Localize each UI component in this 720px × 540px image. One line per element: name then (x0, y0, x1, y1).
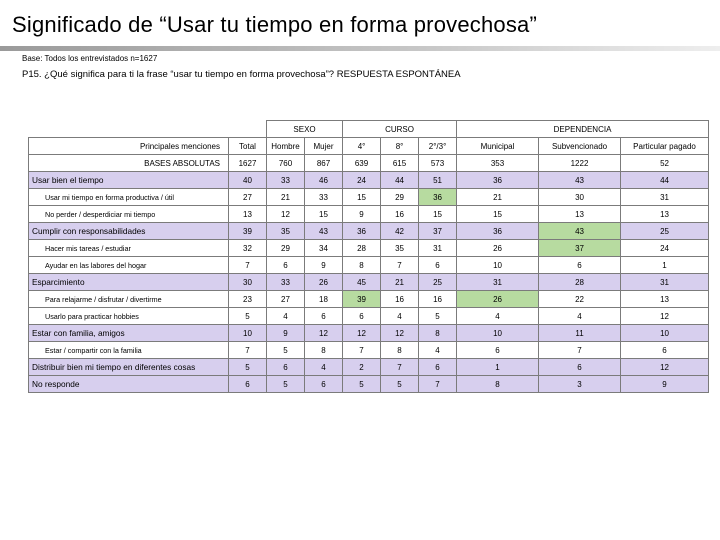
value-cell: 26 (457, 240, 539, 257)
value-cell: 37 (539, 240, 621, 257)
category-label: No responde (29, 376, 229, 393)
subcategory-label: Para relajarme / disfrutar / divertirme (29, 291, 229, 308)
title-divider (0, 46, 720, 51)
subcategory-row (29, 308, 709, 325)
category-row (29, 359, 709, 376)
column-header: Mujer (305, 138, 343, 155)
value-cell: 8 (305, 342, 343, 359)
group-header-sexo: SEXO (267, 121, 343, 138)
value-cell: 46 (305, 172, 343, 189)
base-value: 639 (343, 155, 381, 172)
value-cell: 12 (267, 206, 305, 223)
value-cell: 6 (419, 359, 457, 376)
category-label: Cumplir con responsabilidades (29, 223, 229, 240)
value-cell: 29 (267, 240, 305, 257)
value-cell: 6 (457, 342, 539, 359)
value-cell: 4 (539, 308, 621, 325)
value-cell: 6 (419, 257, 457, 274)
value-cell: 12 (305, 325, 343, 342)
value-cell: 45 (343, 274, 381, 291)
category-row (29, 376, 709, 393)
value-cell: 4 (457, 308, 539, 325)
value-cell: 7 (229, 257, 267, 274)
value-cell: 43 (305, 223, 343, 240)
value-cell: 5 (343, 376, 381, 393)
base-value: 615 (381, 155, 419, 172)
value-cell: 9 (621, 376, 709, 393)
value-cell: 39 (229, 223, 267, 240)
column-header: Total (229, 138, 267, 155)
value-cell: 34 (305, 240, 343, 257)
value-cell: 37 (419, 223, 457, 240)
value-cell: 24 (343, 172, 381, 189)
value-cell: 13 (621, 291, 709, 308)
value-cell: 32 (229, 240, 267, 257)
value-cell: 5 (267, 376, 305, 393)
category-label: Usar bien el tiempo (29, 172, 229, 189)
value-cell: 3 (539, 376, 621, 393)
value-cell: 6 (539, 257, 621, 274)
subcategory-row (29, 257, 709, 274)
base-value: 1627 (229, 155, 267, 172)
category-row (29, 274, 709, 291)
category-label: Esparcimiento (29, 274, 229, 291)
base-value: 760 (267, 155, 305, 172)
column-header: Particular pagado (621, 138, 709, 155)
category-label: Distribuir bien mi tiempo en diferentes cosas (29, 359, 229, 376)
value-cell: 51 (419, 172, 457, 189)
value-cell: 43 (539, 223, 621, 240)
value-cell: 12 (621, 359, 709, 376)
question-text: P15. ¿Qué significa para ti la frase “usar tu tiempo en forma provechosa”? RESPUESTA ESPONTÁNEA (22, 69, 461, 80)
value-cell: 36 (419, 189, 457, 206)
value-cell: 5 (419, 308, 457, 325)
value-cell: 28 (343, 240, 381, 257)
value-cell: 9 (343, 206, 381, 223)
subcategory-label: No perder / desperdiciar mi tiempo (29, 206, 229, 223)
subcategory-label: Usar mi tiempo en forma productiva / útil (29, 189, 229, 206)
value-cell: 35 (381, 240, 419, 257)
value-cell: 4 (419, 342, 457, 359)
value-cell: 26 (457, 291, 539, 308)
category-label: Estar con familia, amigos (29, 325, 229, 342)
value-cell: 33 (267, 172, 305, 189)
group-header-dependencia: DEPENDENCIA (457, 121, 709, 138)
value-cell: 29 (381, 189, 419, 206)
value-cell: 7 (381, 359, 419, 376)
header-spacer (29, 121, 229, 138)
value-cell: 40 (229, 172, 267, 189)
value-cell: 4 (267, 308, 305, 325)
table-body (29, 172, 709, 393)
subcategory-label: Hacer mis tareas / estudiar (29, 240, 229, 257)
value-cell: 27 (267, 291, 305, 308)
category-row (29, 172, 709, 189)
value-cell: 13 (229, 206, 267, 223)
value-cell: 7 (229, 342, 267, 359)
value-cell: 22 (539, 291, 621, 308)
category-row (29, 325, 709, 342)
value-cell: 31 (419, 240, 457, 257)
value-cell: 15 (457, 206, 539, 223)
subcategory-label: Ayudar en las labores del hogar (29, 257, 229, 274)
value-cell: 33 (267, 274, 305, 291)
value-cell: 6 (343, 308, 381, 325)
column-header: Subvencionado (539, 138, 621, 155)
value-cell: 23 (229, 291, 267, 308)
results-table (28, 120, 709, 393)
value-cell: 30 (539, 189, 621, 206)
value-cell: 9 (267, 325, 305, 342)
value-cell: 44 (381, 172, 419, 189)
value-cell: 10 (457, 325, 539, 342)
value-cell: 26 (305, 274, 343, 291)
column-header: Hombre (267, 138, 305, 155)
value-cell: 16 (381, 291, 419, 308)
value-cell: 21 (457, 189, 539, 206)
value-cell: 42 (381, 223, 419, 240)
value-cell: 44 (621, 172, 709, 189)
value-cell: 31 (621, 274, 709, 291)
value-cell: 25 (621, 223, 709, 240)
value-cell: 6 (305, 376, 343, 393)
value-cell: 5 (267, 342, 305, 359)
subcategory-label: Usarlo para practicar hobbies (29, 308, 229, 325)
value-cell: 6 (621, 342, 709, 359)
subcategory-label: Estar / compartir con la familia (29, 342, 229, 359)
value-cell: 30 (229, 274, 267, 291)
value-cell: 7 (539, 342, 621, 359)
subcategory-row (29, 189, 709, 206)
value-cell: 16 (381, 206, 419, 223)
value-cell: 24 (621, 240, 709, 257)
value-cell: 6 (267, 359, 305, 376)
value-cell: 2 (343, 359, 381, 376)
value-cell: 15 (305, 206, 343, 223)
value-cell: 8 (381, 342, 419, 359)
value-cell: 16 (419, 291, 457, 308)
value-cell: 6 (539, 359, 621, 376)
base-value: 1222 (539, 155, 621, 172)
value-cell: 12 (343, 325, 381, 342)
value-cell: 36 (457, 172, 539, 189)
subcategory-row (29, 206, 709, 223)
value-cell: 10 (621, 325, 709, 342)
value-cell: 8 (343, 257, 381, 274)
subcategory-row (29, 291, 709, 308)
value-cell: 25 (419, 274, 457, 291)
value-cell: 7 (381, 257, 419, 274)
value-cell: 4 (305, 359, 343, 376)
base-note: Base: Todos los entrevistados n=1627 (22, 54, 158, 63)
base-value: 353 (457, 155, 539, 172)
value-cell: 7 (419, 376, 457, 393)
column-header: 2°/3° (419, 138, 457, 155)
value-cell: 12 (381, 325, 419, 342)
subcategory-row (29, 240, 709, 257)
value-cell: 6 (267, 257, 305, 274)
value-cell: 15 (419, 206, 457, 223)
value-cell: 7 (343, 342, 381, 359)
value-cell: 18 (305, 291, 343, 308)
header-spacer (229, 121, 267, 138)
value-cell: 15 (343, 189, 381, 206)
column-header: 4° (343, 138, 381, 155)
value-cell: 35 (267, 223, 305, 240)
value-cell: 6 (229, 376, 267, 393)
column-header-mentions: Principales menciones (29, 138, 229, 155)
base-value: 867 (305, 155, 343, 172)
value-cell: 36 (457, 223, 539, 240)
value-cell: 31 (457, 274, 539, 291)
value-cell: 5 (381, 376, 419, 393)
base-value: 573 (419, 155, 457, 172)
value-cell: 21 (381, 274, 419, 291)
value-cell: 4 (381, 308, 419, 325)
value-cell: 10 (457, 257, 539, 274)
value-cell: 28 (539, 274, 621, 291)
value-cell: 43 (539, 172, 621, 189)
value-cell: 9 (305, 257, 343, 274)
base-value: 52 (621, 155, 709, 172)
value-cell: 27 (229, 189, 267, 206)
value-cell: 8 (419, 325, 457, 342)
group-header-curso: CURSO (343, 121, 457, 138)
value-cell: 13 (621, 206, 709, 223)
value-cell: 39 (343, 291, 381, 308)
value-cell: 36 (343, 223, 381, 240)
value-cell: 21 (267, 189, 305, 206)
bases-label: BASES ABSOLUTAS (29, 155, 229, 172)
value-cell: 6 (305, 308, 343, 325)
column-header: 8° (381, 138, 419, 155)
value-cell: 8 (457, 376, 539, 393)
value-cell: 1 (457, 359, 539, 376)
value-cell: 33 (305, 189, 343, 206)
subcategory-row (29, 342, 709, 359)
page-title: Significado de “Usar tu tiempo en forma provechosa” (12, 12, 538, 37)
value-cell: 5 (229, 308, 267, 325)
value-cell: 31 (621, 189, 709, 206)
value-cell: 5 (229, 359, 267, 376)
value-cell: 10 (229, 325, 267, 342)
value-cell: 13 (539, 206, 621, 223)
category-row (29, 223, 709, 240)
value-cell: 12 (621, 308, 709, 325)
value-cell: 1 (621, 257, 709, 274)
value-cell: 11 (539, 325, 621, 342)
column-header: Municipal (457, 138, 539, 155)
